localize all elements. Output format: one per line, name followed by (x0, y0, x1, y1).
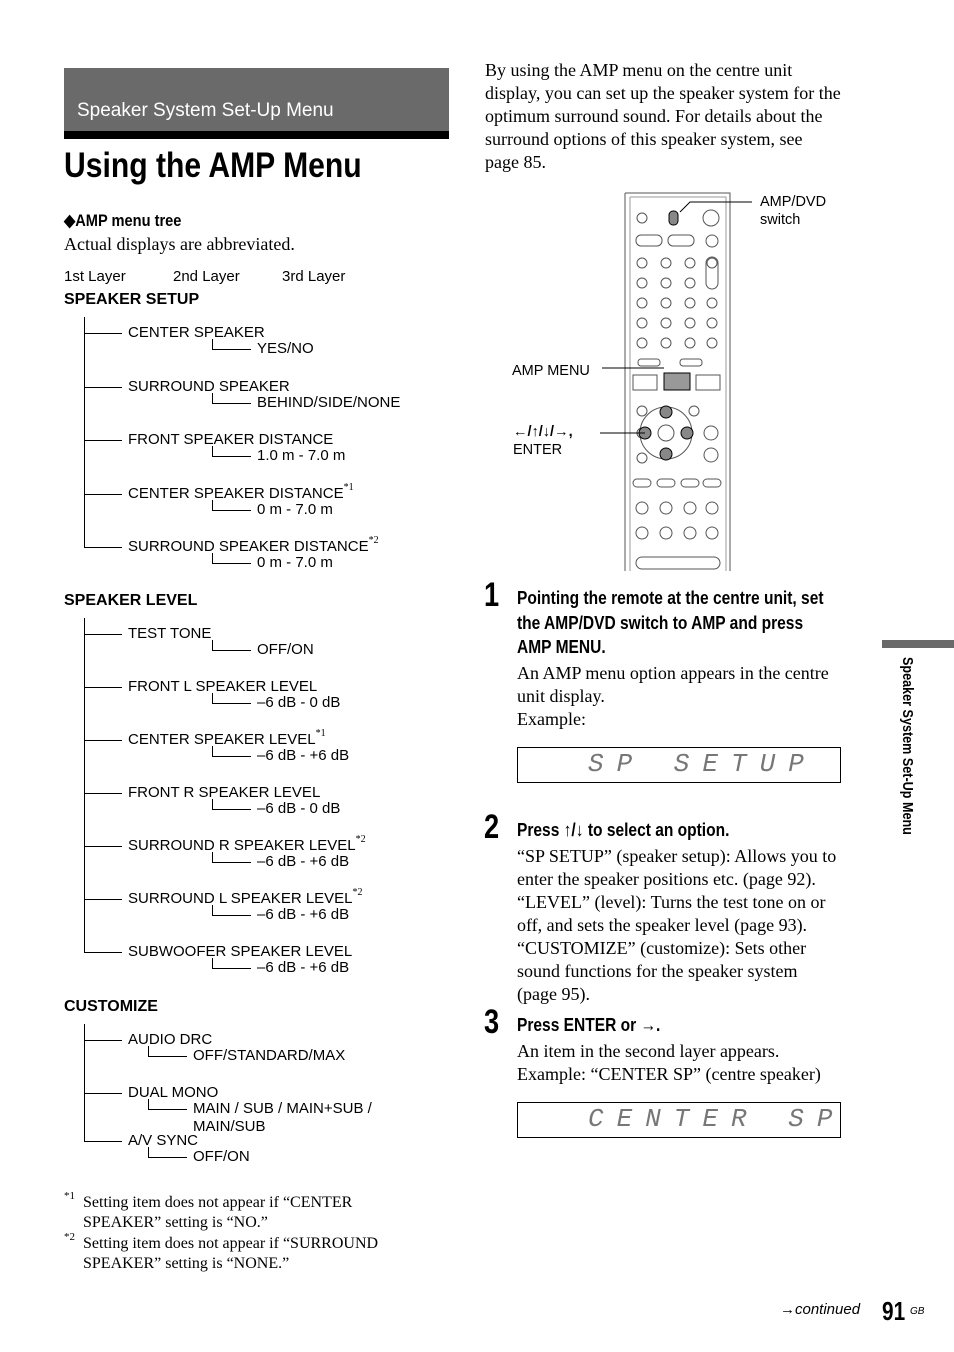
remote-key-icon (685, 258, 695, 268)
step-3-body-line: Example: “CENTER SP” (centre speaker) (517, 1064, 821, 1084)
tree-branch-line (84, 1093, 122, 1094)
tree-branch-line (84, 952, 122, 953)
tree-branch-line (84, 793, 122, 794)
banner-rule (64, 131, 449, 139)
step-3-number: 3 (484, 1003, 500, 1041)
tree-item-value: –6 dB - +6 dB (257, 853, 350, 870)
step-1-heading-line: AMP MENU. (517, 636, 606, 657)
remote-key-icon (681, 479, 699, 487)
volume-rocker-icon (706, 257, 718, 289)
tree-leaf-line (212, 349, 251, 350)
step-1-heading (517, 586, 824, 660)
tree-leaf-line (148, 1056, 187, 1057)
tree-leaf-line (212, 339, 213, 349)
tree-group-heading: SPEAKER LEVEL (64, 592, 198, 609)
tree-item-value: –6 dB - 0 dB (257, 800, 341, 817)
tree-item-value: –6 dB - +6 dB (257, 959, 350, 976)
step-3-heading: Press ENTER or →. (517, 1014, 661, 1035)
tree-branch-line (84, 547, 122, 548)
page-title: Using the AMP Menu (64, 146, 362, 185)
tree-item-text: CENTER SPEAKER DISTANCE (128, 484, 344, 502)
tree-leaf-line (212, 746, 213, 756)
tree-leaf-line (148, 1147, 149, 1157)
tree-item-label (128, 943, 352, 960)
tree-leaf-line (212, 862, 251, 863)
tree-item-text: FRONT L SPEAKER LEVEL (128, 678, 318, 695)
remote-key-icon (706, 502, 718, 514)
remote-key-icon (657, 479, 675, 487)
display-example-sp-setup (517, 747, 841, 783)
tree-leaf-line (212, 799, 213, 809)
tree-leaf-line (212, 446, 213, 456)
callout-amp-dvd-line: AMP/DVD (760, 194, 827, 210)
tree-item-value: 0 m - 7.0 m (257, 500, 333, 518)
tree-leaf-line (212, 510, 251, 511)
step-2-heading: Press ↑/↓ to select an option. (517, 819, 730, 840)
step-1-body-line: unit display. (517, 686, 605, 706)
step-1-number: 1 (484, 576, 500, 614)
tree-trunk-line (84, 618, 85, 952)
remote-key-icon (661, 258, 671, 268)
tree-leaf-line (212, 500, 213, 510)
remote-key-icon (707, 318, 717, 328)
tree-item-value: OFF/ON (257, 641, 314, 658)
step-1-body (517, 662, 829, 731)
tree-item-value: MAIN / SUB / MAIN+SUB / (193, 1100, 372, 1117)
tree-leaf-line (212, 640, 213, 650)
tree-note: Actual displays are abbreviated. (64, 234, 295, 254)
tree-leaf-line (212, 563, 251, 564)
tree-item-label (128, 784, 320, 801)
remote-key-icon (637, 298, 647, 308)
remote-key-icon (684, 527, 696, 539)
page-suffix: GB (910, 1306, 925, 1317)
tree-branch-line (84, 899, 122, 900)
tree-branch-line (84, 740, 122, 741)
tree-item-text: CENTER SPEAKER (128, 324, 265, 341)
step-2-body-line: (page 95). (517, 984, 590, 1004)
remote-key-icon (661, 278, 671, 288)
footnote-1-line-1: Setting item does not appear if “CENTER (83, 1194, 353, 1211)
tree-item-label (128, 378, 290, 395)
callout-amp-menu: AMP MENU (512, 363, 590, 379)
page-number: 91 (882, 1296, 906, 1326)
tree-item-value: –6 dB - +6 dB (257, 906, 350, 923)
step-3-body-line: An item in the second layer appears. (517, 1041, 780, 1061)
step-2-body-line: “SP SETUP” (speaker setup): Allows you to (517, 846, 837, 866)
step-1-heading-line: Pointing the remote at the centre unit, set (517, 587, 824, 608)
remote-key-icon (633, 479, 651, 487)
remote-key-icon (661, 338, 671, 348)
continued-label: →continued (780, 1301, 861, 1318)
tree-branch-line (84, 846, 122, 847)
tree-item-label (128, 431, 333, 448)
tree-item-text: SUBWOOFER SPEAKER LEVEL (128, 943, 353, 960)
remote-key-icon (685, 298, 695, 308)
remote-key-icon (636, 527, 648, 539)
remote-key-icon (660, 502, 672, 514)
tree-leaf-line (212, 958, 213, 968)
tree-leaf-line (212, 809, 251, 810)
tree-trunk-line (84, 317, 85, 547)
layer-label-3: 3rd Layer (282, 268, 346, 285)
tree-item-value: –6 dB - 0 dB (257, 694, 341, 711)
tree-item-value: OFF/STANDARD/MAX (193, 1047, 346, 1064)
step-1-heading-line: the AMP/DVD switch to AMP and press (517, 611, 804, 633)
tree-item-text: CENTER SPEAKER LEVEL (128, 731, 316, 748)
footnote-1-line-2: SPEAKER” setting is “NO.” (83, 1214, 268, 1231)
tree-item-value: 0 m - 7.0 m (257, 554, 333, 571)
tree-item-value: 1.0 m - 7.0 m (257, 447, 346, 464)
tree-item-text: FRONT SPEAKER DISTANCE (128, 431, 334, 448)
tree-branch-line (84, 387, 122, 388)
tree-item-text: TEST TONE (128, 625, 212, 642)
tree-leaf-line (212, 703, 251, 704)
callout-arrows-line: ←/↑/↓/→, (513, 424, 573, 440)
footnote-mark-2: *2 (64, 1231, 75, 1243)
tree-leaf-line (148, 1046, 149, 1056)
step-2-body (517, 845, 836, 1006)
step-2-body-line: enter the speaker positions etc. (page 92). (517, 869, 816, 889)
tree-leaf-line (212, 915, 251, 916)
side-tab-bar (882, 640, 954, 648)
tree-item-text: DUAL MONO (128, 1084, 219, 1101)
footnote-reference: *1 (315, 728, 326, 739)
tree-trunk-line (84, 1024, 85, 1141)
remote-key-icon (703, 479, 721, 487)
display-example-center-sp (517, 1102, 846, 1138)
tree-item-label (128, 834, 366, 854)
tree-item-text: SURROUND SPEAKER (128, 377, 290, 395)
step-3-body (517, 1040, 821, 1086)
tree-item-value: YES/NO (257, 340, 314, 357)
step-1-body-line: An AMP menu option appears in the centre (517, 663, 829, 683)
footnote-reference: *2 (368, 535, 379, 546)
remote-key-icon (707, 258, 717, 268)
step-2-body-line: off, and sets the speaker level (page 93). (517, 915, 808, 935)
display-text: CENTER SP (588, 1104, 846, 1134)
tree-branch-line (84, 333, 122, 334)
tree-leaf-line (148, 1099, 149, 1109)
footnote-2-line-1: Setting item does not appear if “SURROUND (83, 1235, 379, 1252)
tree-leaf-line (212, 456, 251, 457)
tree-leaf-line (212, 553, 213, 563)
tree-item-label (128, 1084, 218, 1101)
tree-item-text: FRONT R SPEAKER LEVEL (128, 784, 321, 801)
intro-paragraph (485, 59, 841, 174)
tree-item-label (128, 481, 354, 502)
tree-item-text: SURROUND L SPEAKER LEVEL (128, 890, 353, 907)
tree-item-label (128, 625, 211, 642)
tree-item-text: SURROUND SPEAKER DISTANCE (128, 538, 369, 555)
remote-key-icon (685, 278, 695, 288)
tree-group-heading: CUSTOMIZE (64, 998, 158, 1015)
remote-key-icon (685, 318, 695, 328)
tree-item-value: BEHIND/SIDE/NONE (257, 393, 401, 411)
remote-key-icon (685, 338, 695, 348)
intro-line: optimum surround sound. For details about the (485, 106, 823, 126)
tree-leaf-line (212, 693, 213, 703)
section-banner-label: Speaker System Set-Up Menu (77, 100, 334, 121)
tree-leaf-line (148, 1157, 187, 1158)
intro-line: page 85. (485, 152, 546, 172)
remote-key-icon (636, 502, 648, 514)
tree-item-text: SURROUND R SPEAKER LEVEL (128, 837, 356, 854)
remote-key-icon (707, 298, 717, 308)
side-tab-label: Speaker System Set-Up Menu (899, 657, 916, 835)
remote-key-icon (684, 502, 696, 514)
intro-line: By using the AMP menu on the centre unit (485, 60, 793, 80)
footnote-2-line-2: SPEAKER” setting is “NONE.” (83, 1255, 290, 1272)
layer-label-2: 2nd Layer (173, 268, 240, 285)
step-2-body-line: “LEVEL” (level): Turns the test tone on or (517, 892, 826, 912)
tree-item-text: AUDIO DRC (128, 1031, 213, 1048)
tree-branch-line (84, 687, 122, 688)
tree-group-heading: SPEAKER SETUP (64, 291, 200, 308)
footnote-mark-1: *1 (64, 1190, 75, 1202)
tree-leaf-line (148, 1109, 187, 1110)
tree-leaf-line (212, 756, 251, 757)
tree-branch-line (84, 1040, 122, 1041)
remote-key-icon (661, 318, 671, 328)
remote-key-icon (707, 338, 717, 348)
tree-branch-line (84, 440, 122, 441)
footnote-reference: *2 (352, 887, 363, 898)
tree-branch-line (84, 494, 122, 495)
footnote-reference: *1 (343, 481, 354, 493)
tree-item-text: A/V SYNC (128, 1132, 199, 1149)
callout-amp-dvd-line: switch (760, 212, 801, 228)
tree-item-label (128, 728, 326, 748)
remote-key-icon (637, 278, 647, 288)
tree-leaf-line (212, 650, 251, 651)
remote-key-icon (637, 258, 647, 268)
display-text: SP SETUP (588, 749, 817, 779)
remote-key-icon (637, 338, 647, 348)
tree-branch-line (84, 1141, 122, 1142)
remote-key-icon (660, 527, 672, 539)
callout-amp-dvd (760, 193, 826, 229)
remote-key-icon (637, 318, 647, 328)
tree-branch-line (84, 634, 122, 635)
tree-item-value: –6 dB - +6 dB (257, 747, 350, 764)
callout-enter-line: ENTER (513, 442, 563, 458)
remote-key-icon (661, 298, 671, 308)
tree-item-label (128, 535, 379, 555)
footnote-reference: *2 (355, 834, 366, 845)
intro-line: surround options of this speaker system, see (485, 129, 803, 149)
step-1-body-line: Example: (517, 709, 586, 729)
tree-item-label (128, 324, 265, 341)
tree-leaf-line (212, 905, 213, 915)
tree-item-label (128, 678, 317, 695)
layer-label-1: 1st Layer (64, 268, 126, 285)
remote-control-illustration (600, 185, 760, 575)
tree-item-label (128, 1031, 212, 1048)
tree-leaf-line (212, 968, 251, 969)
step-2-body-line: “CUSTOMIZE” (customize): Sets other (517, 938, 807, 958)
step-2-number: 2 (484, 808, 500, 846)
callout-arrows (513, 423, 573, 459)
tree-leaf-line (212, 393, 213, 403)
tree-item-value: OFF/ON (193, 1148, 250, 1165)
step-2-body-line: sound functions for the speaker system (517, 961, 798, 981)
tree-leaf-line (212, 852, 213, 862)
tree-item-label (128, 1132, 198, 1149)
tree-item-value: MAIN/SUB (193, 1118, 266, 1135)
tree-item-label (128, 887, 363, 907)
intro-line: display, you can set up the speaker system for the (485, 83, 841, 103)
remote-key-icon (706, 527, 718, 539)
tree-heading: ◆AMP menu tree (64, 211, 182, 230)
tree-leaf-line (212, 403, 251, 404)
